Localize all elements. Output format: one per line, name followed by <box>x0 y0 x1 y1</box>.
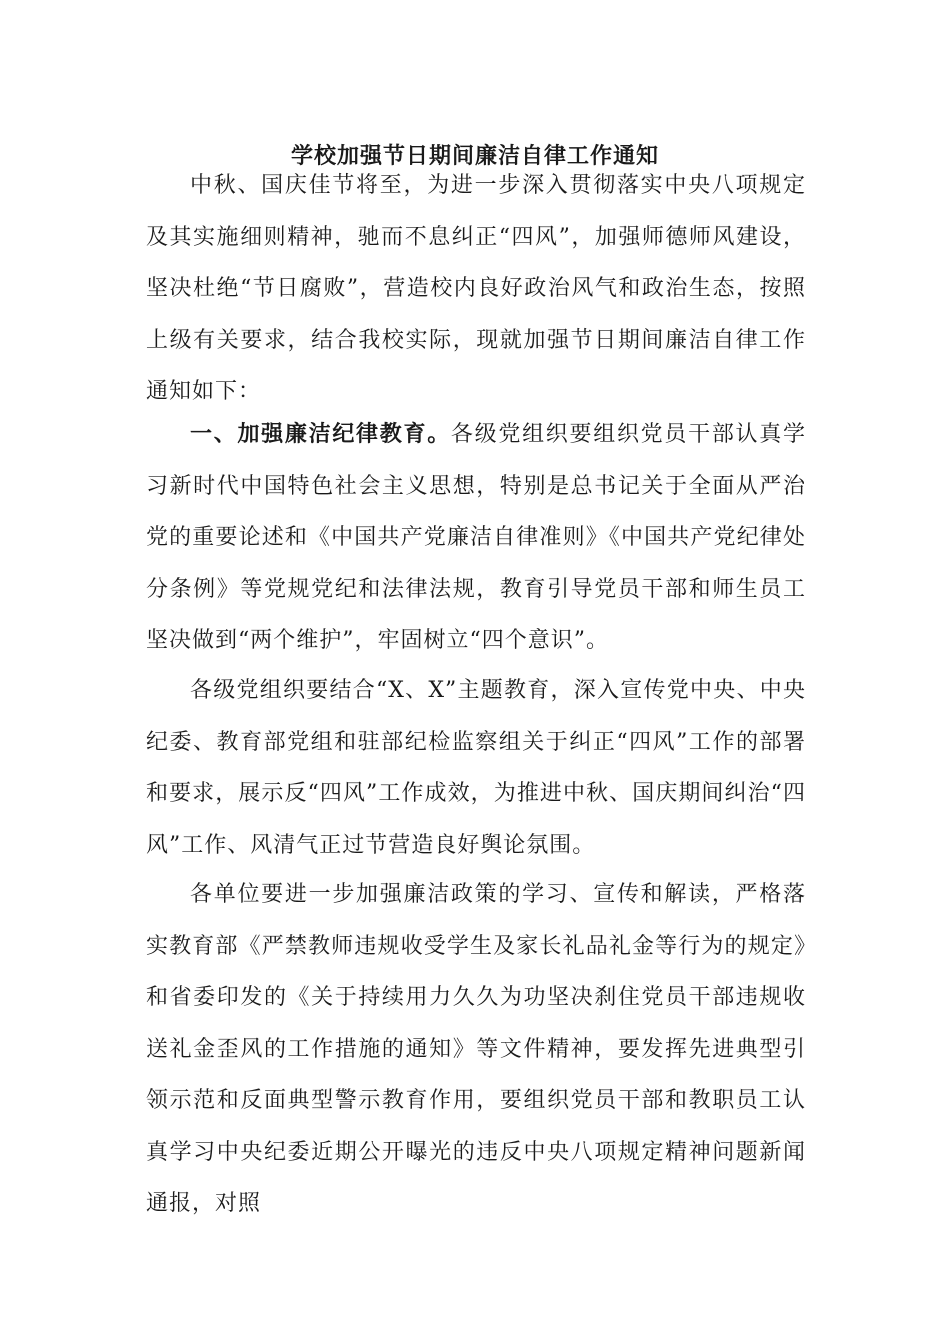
paragraph-text: 中秋、国庆佳节将至，为进一步深入贯彻落实中央八项规定及其实施细则精神，驰而不息纠正“四风”，加强师德师风建设，坚决杜绝“节日腐败”，营造校内良好政治风气和政治生态，按照上级有关要求，结合我校实际，现就加强节日期间廉洁自律工作通知如下： <box>146 173 806 404</box>
paragraph-text: 各单位要进一步加强廉洁政策的学习、宣传和解读，严格落实教育部《严禁教师违规收受学生及家长礼品礼金等行为的规定》和省委印发的《关于持续用力久久为功坚决刹住党员干部违规收送礼金歪风的工作措施的通知》等文件精神，要发挥先进典型引领示范和反面典型警示教育作用，要组织党员干部和教职员工认真学习中央纪委近期公开曝光的违反中央八项规定精神问题新闻通报，对照 <box>146 882 806 1216</box>
paragraph-text: 各级党组织要结合“X、X”主题教育，深入宣传党中央、中央纪委、教育部党组和驻部纪检监察组关于纠正“四风”工作的部署和要求，展示反“四风”工作成效，为推进中秋、国庆期间纠治“四风”工作、风清气正过节营造良好舆论氛围。 <box>146 678 806 858</box>
paragraph-text: 各级党组织要组织党员干部认真学习新时代中国特色社会主义思想，特别是总书记关于全面从严治党的重要论述和《中国共产党廉洁自律准则》《中国共产党纪律处分条例》等党规党纪和法律法规，教育引导党员干部和师生员工坚决做到“两个维护”，牢固树立“四个意识”。 <box>146 422 806 653</box>
paragraph-policy-study <box>146 869 806 1230</box>
paragraph-section-one <box>146 409 806 667</box>
paragraph-intro <box>146 160 806 418</box>
section-heading: 一、加强廉洁纪律教育。 <box>190 421 451 447</box>
paragraph-publicity <box>146 665 806 871</box>
document-title: 学校加强节日期间廉洁自律工作通知 <box>290 143 659 169</box>
